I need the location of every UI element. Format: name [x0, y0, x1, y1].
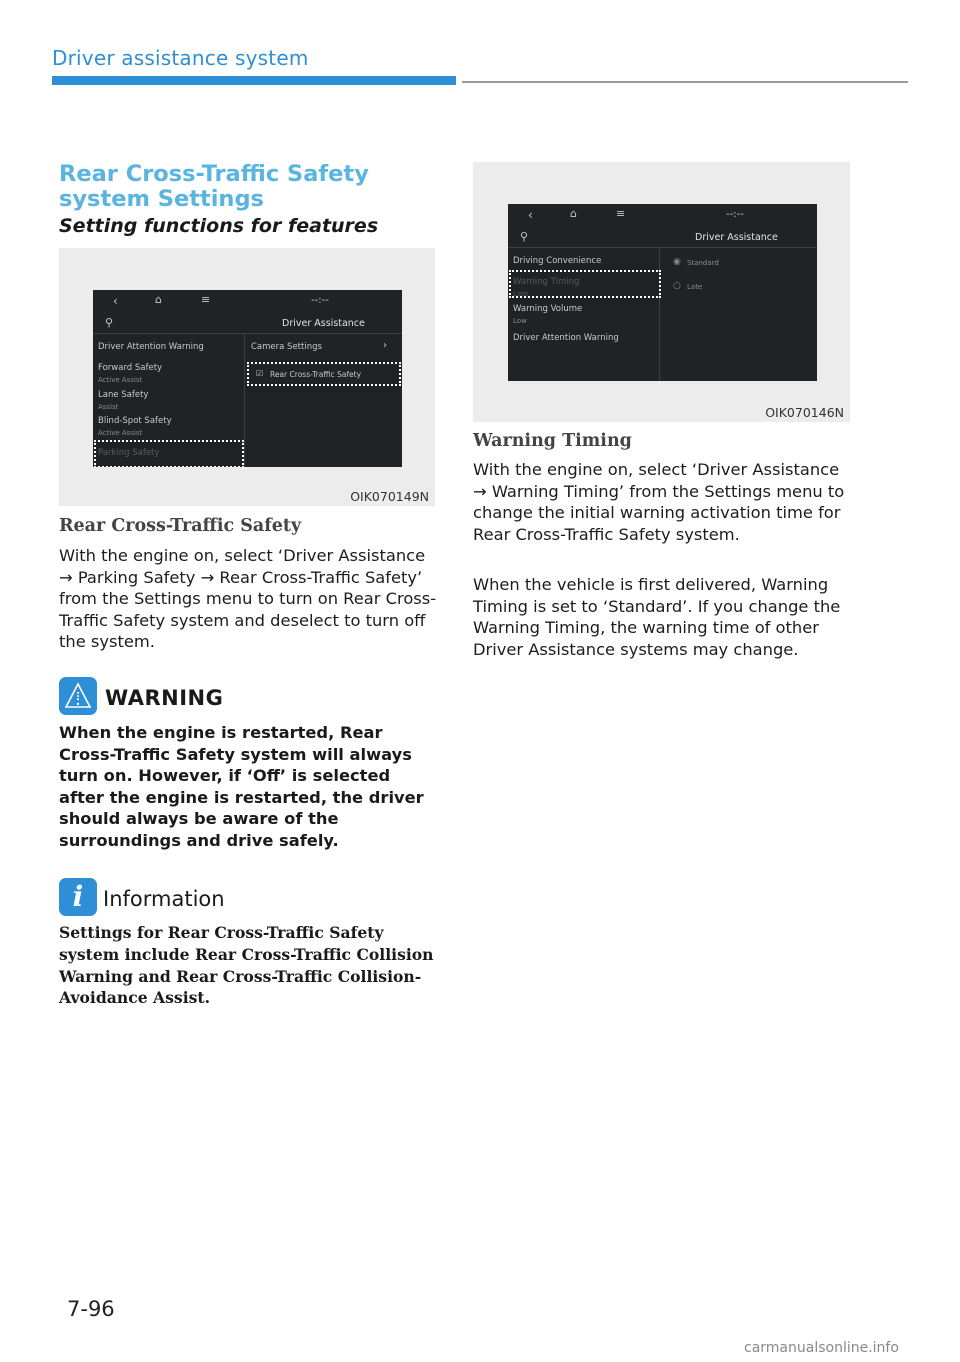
highlight-rear-cross-traffic	[247, 362, 401, 386]
search-icon: ⚲	[105, 316, 114, 329]
infotainment-screen-2	[508, 204, 817, 381]
chevron-right-icon: ›	[383, 340, 387, 351]
warning-icon	[59, 677, 97, 715]
menu-icon: ≡	[201, 293, 211, 306]
figure-code: OIK070149N	[350, 489, 429, 504]
header-rule	[462, 81, 908, 83]
highlight-warning-timing	[509, 270, 661, 298]
figure-code: OIK070146N	[765, 405, 844, 420]
menu-item: Driver Attention Warning	[98, 342, 204, 352]
clock: --:--	[726, 209, 744, 220]
clock: --:--	[311, 295, 329, 306]
paragraph: When the vehicle is first delivered, Warning Timing is set to ‘Standard’. If you change the Warning Timing, the warning time of other Driver Assistance systems may change.	[473, 575, 841, 659]
section-subtitle: Setting functions for features	[59, 215, 379, 237]
paragraph: With the engine on, select ‘Driver Assistance → Warning Timing’ from the Settings menu to change the initial warning activation time for Rear Cross-Traffic Safety system.	[473, 460, 845, 544]
menu-item-status: Active Assist	[98, 429, 143, 437]
warning-label: WARNING	[105, 686, 224, 710]
section-title: Rear Cross-Traffic Safety system Settings	[59, 161, 369, 212]
info-text: Settings for Rear Cross-Traffic Safety system include Rear Cross-Traffic Collision Warning and Rear Cross-Traffic Collision-Avoidance Assist.	[59, 923, 434, 1008]
menu-icon: ≡	[616, 207, 626, 220]
menu-item: Forward Safety	[98, 363, 163, 373]
subheading-rear-cross-traffic: Rear Cross-Traffic Safety	[59, 516, 302, 536]
running-header: Driver assistance system	[52, 46, 309, 70]
figure-2	[473, 162, 850, 422]
screen-divider	[93, 333, 402, 334]
screen-top-bar	[93, 290, 402, 312]
infotainment-screen-1	[93, 290, 402, 467]
screen-header-label: Driver Assistance	[282, 318, 365, 329]
highlight-parking-safety	[94, 440, 244, 467]
right-menu-item: Rear Cross-Traffic Safety	[270, 370, 362, 379]
menu-item: Warning Timing	[513, 277, 580, 287]
info-icon: i	[59, 878, 97, 916]
home-icon: ⌂	[570, 207, 577, 220]
home-icon: ⌂	[155, 293, 162, 306]
menu-item-status: Assist	[98, 403, 119, 411]
radio-icon: ○	[673, 281, 681, 291]
page-number: 7-96	[67, 1297, 115, 1321]
radio-selected-icon: ◉	[673, 257, 681, 267]
subheading-warning-timing: Warning Timing	[473, 431, 632, 451]
option-label: Standard	[687, 259, 719, 267]
info-label: Information	[103, 887, 225, 911]
header-accent-bar	[52, 76, 456, 85]
warning-text: When the engine is restarted, Rear Cross-Traffic Safety system will always turn on. However, if ‘Off’ is selected after the engine is restarted, the driver should always be aware of the surroundings and drive safely.	[59, 723, 424, 850]
menu-item: Lane Safety	[98, 390, 149, 400]
screen-divider	[508, 247, 817, 248]
menu-item-status: Low	[513, 317, 527, 325]
panel-divider	[659, 248, 660, 381]
figure-1	[59, 248, 435, 506]
watermark: carmanualsonline.info	[744, 1340, 899, 1356]
back-icon: ‹	[528, 208, 533, 222]
menu-item: Driving Convenience	[513, 256, 602, 266]
panel-divider	[244, 334, 245, 467]
screen-header-label: Driver Assistance	[695, 232, 778, 243]
screen-top-bar	[508, 204, 817, 226]
menu-item: Parking Safety	[98, 448, 160, 458]
menu-item: Warning Volume	[513, 304, 583, 314]
menu-item: Blind-Spot Safety	[98, 416, 172, 426]
back-icon: ‹	[113, 294, 118, 308]
right-menu-item: Camera Settings	[251, 342, 322, 352]
option-label: Late	[687, 283, 703, 291]
menu-item-status: Active Assist	[98, 376, 143, 384]
search-icon: ⚲	[520, 230, 529, 243]
menu-item-status: Late	[513, 290, 529, 298]
menu-item: Driver Attention Warning	[513, 333, 619, 343]
checkbox-icon: ☑	[256, 369, 264, 378]
paragraph: With the engine on, select ‘Driver Assistance → Parking Safety → Rear Cross-Traffic Safety’ from the Settings menu to turn on Rear Cross-Traffic Safety system and deselect to turn off the system.	[59, 546, 437, 652]
